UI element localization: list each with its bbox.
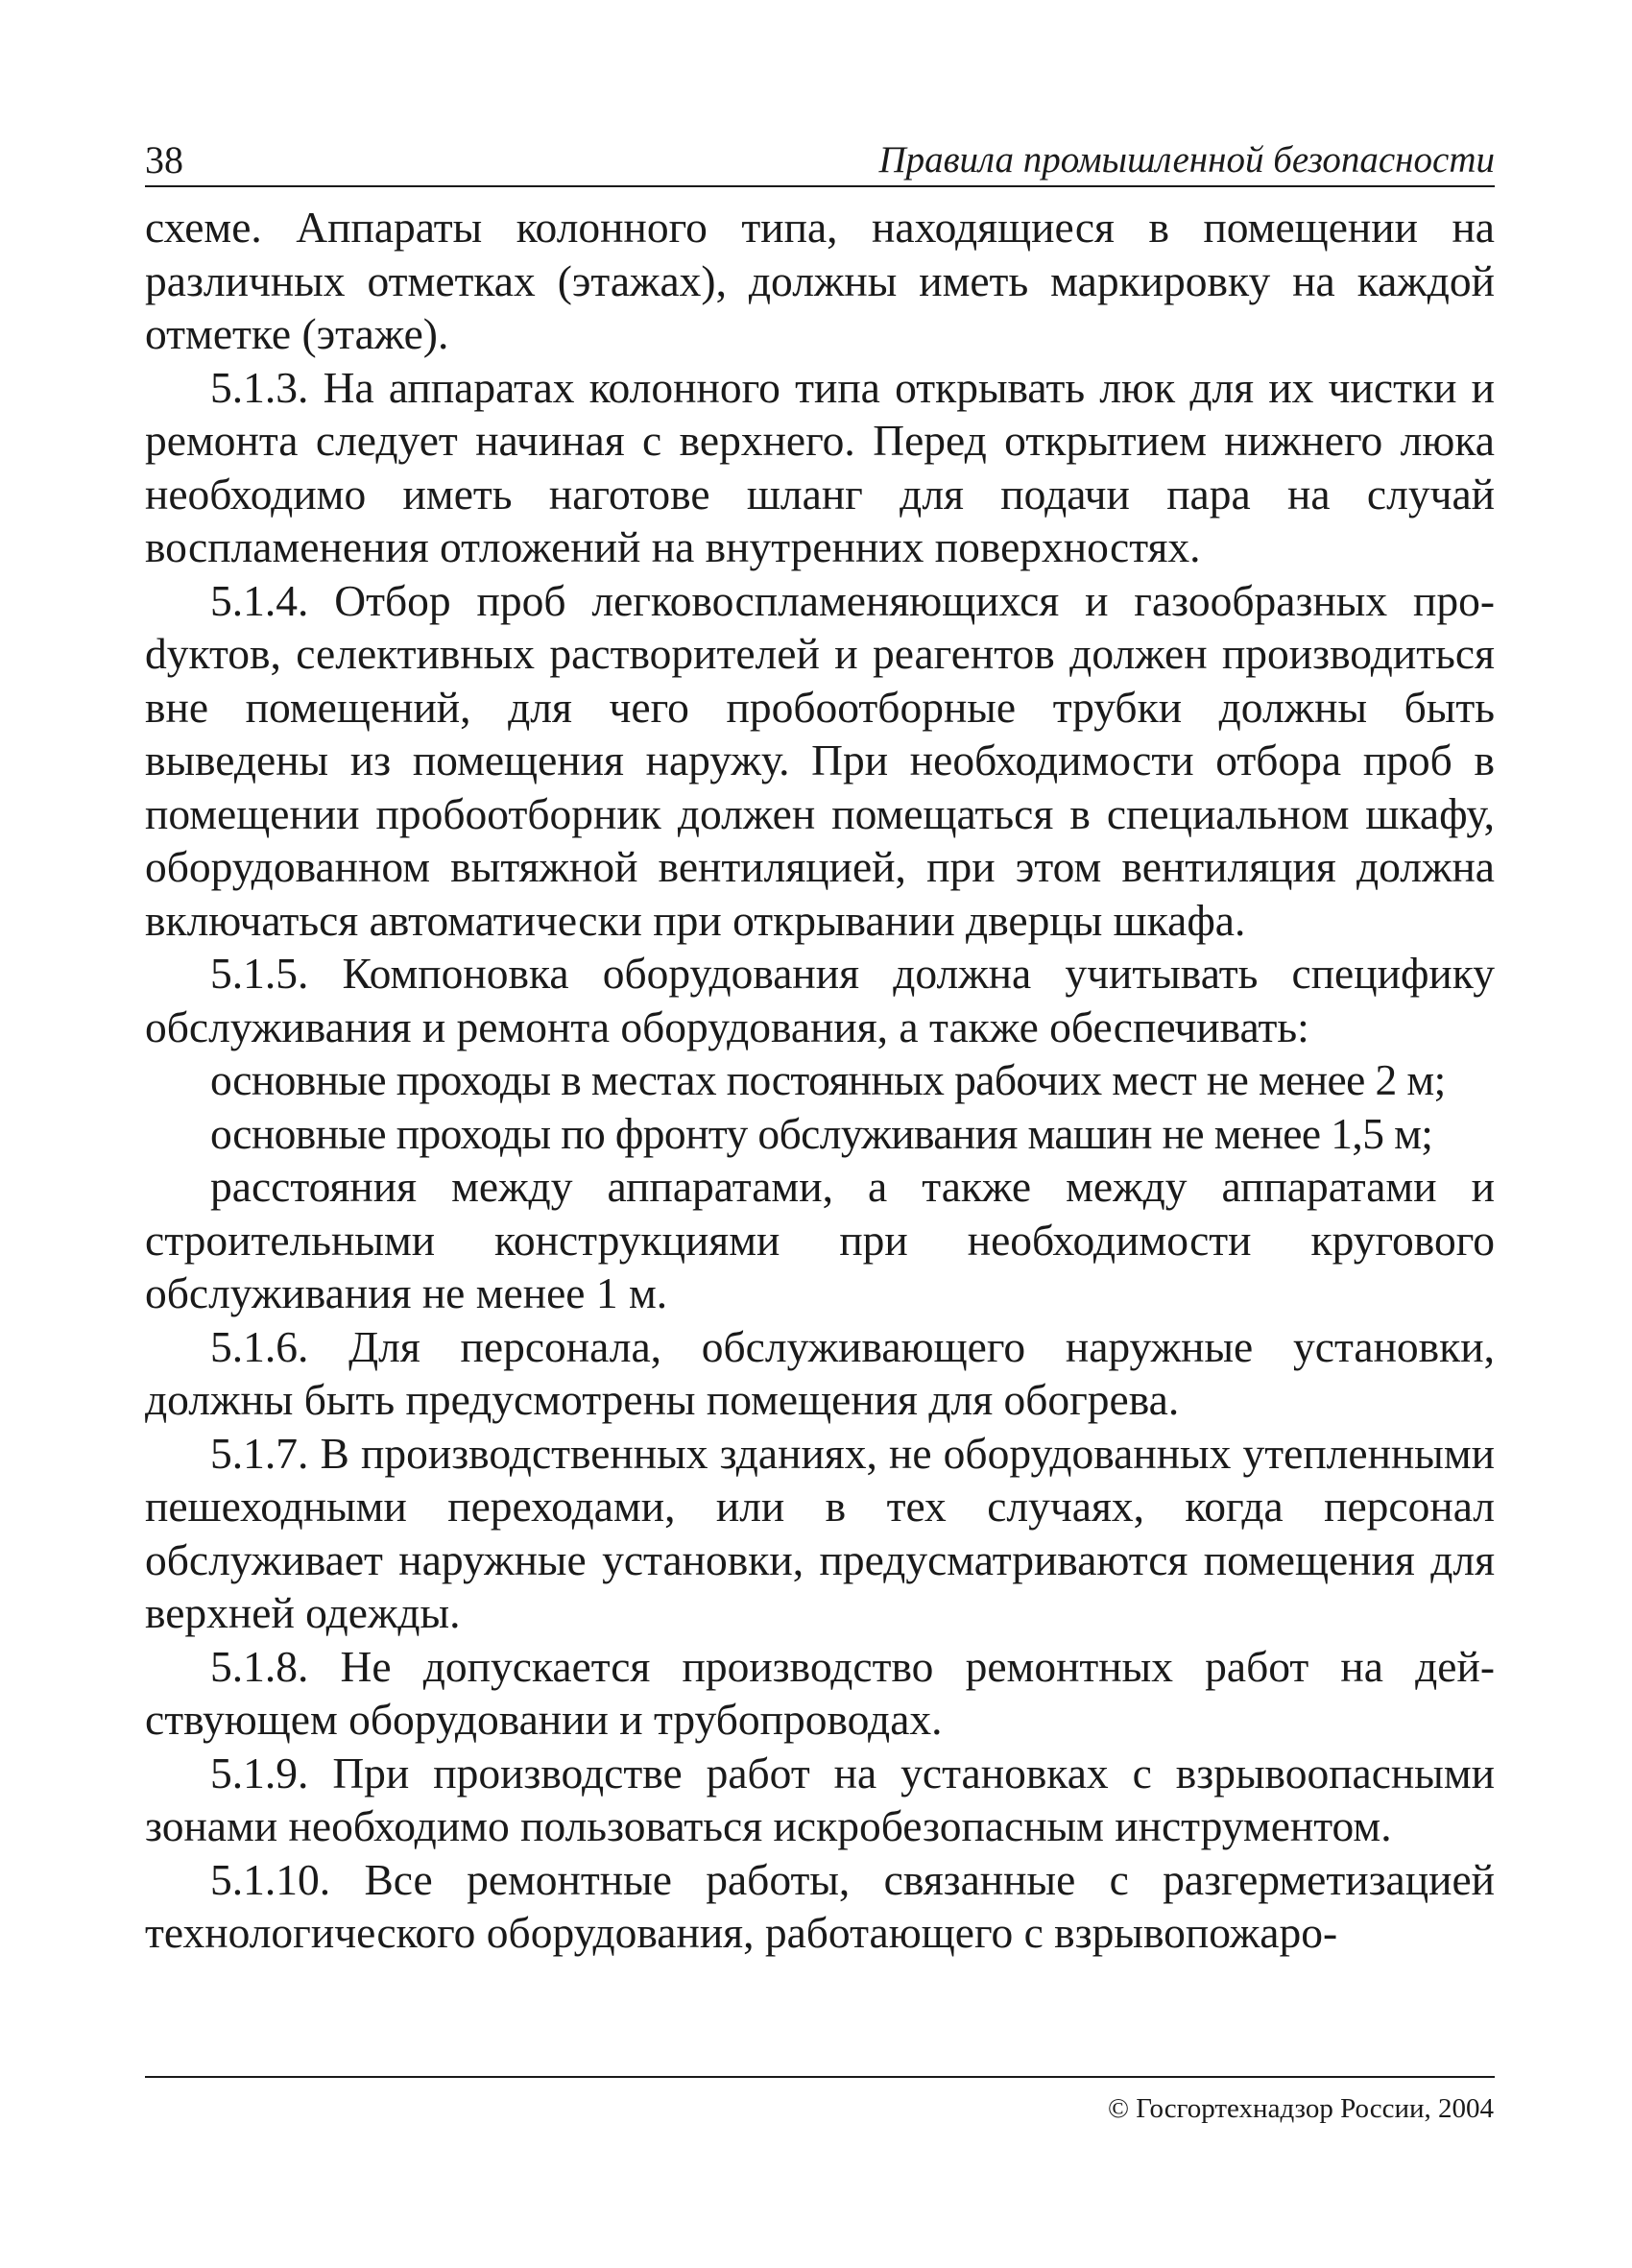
header-rule — [145, 185, 1495, 187]
list-item: основные проходы в местах постоянных рабочих мест не менее 2 м; — [210, 1055, 1446, 1104]
paragraph-5-1-8: 5.1.8. Не допускается производство ремонтных работ на действующем оборудовании и трубопроводах. — [145, 1641, 1495, 1744]
running-title: Правила промышленной безопасности — [878, 139, 1495, 181]
list-item: основные проходы по фронту обслуживания машин не менее 1,5 м; — [210, 1108, 1433, 1158]
body-text — [145, 201, 1495, 1960]
paragraph-5-1-3: 5.1.3. На аппаратах колонного типа открывать люк для их чистки и ремонта следует начиная с верхнего. Перед открытием нижнего люка необходимо иметь наготове шланг для подачи пара на случай воспламенения отложений на внутренних поверхностях. — [145, 362, 1495, 571]
paragraph-continuation: схеме. Аппараты колонного типа, находящиеся в помещении на различных отметках (этажах), должны иметь маркировку на каждой отметке (этаже). — [145, 203, 1495, 358]
running-head — [145, 136, 1495, 184]
page-number: 38 — [145, 138, 183, 181]
list-item: расстояния между аппаратами, а также между аппаратами и строительными конструкциями при необходимости кругового обслуживания не менее 1 м. — [145, 1162, 1495, 1317]
paragraph-5-1-7: 5.1.7. В производственных зданиях, не оборудованных утепленными пешеходными переходами, или в тех случаях, когда персонал обслуживает наружные установки, предусматриваются помещения для верхней одежды. — [145, 1428, 1495, 1637]
paragraph-5-1-6: 5.1.6. Для персонала, обслуживающего наружные установки, должны быть предусмотрены помещения для обогрева. — [145, 1321, 1495, 1424]
paragraph-5-1-9: 5.1.9. При производстве работ на установках с взрывоопасными зонами необходимо пользоваться искробезопасным инструментом. — [145, 1748, 1495, 1850]
paragraph-5-1-10: 5.1.10. Все ремонтные работы, связанные с разгерметизацией технологического оборудования, работающего с взрывопожаро- — [145, 1854, 1495, 1957]
copyright-notice: © Госгортехнадзор России, 2004 — [1108, 2093, 1494, 2124]
footer-rule — [145, 2076, 1495, 2078]
paragraph-5-1-5: 5.1.5. Компоновка оборудования должна учитывать специфику обслуживания и ремонта оборудования, а также обеспечивать: — [145, 949, 1495, 1051]
paragraph-5-1-4: 5.1.4. Отбор проб легковоспламеняющихся и газообразных проdуктов, селективных растворителей и реагентов должен производиться вне помещений, для чего пробоотборные трубки должны быть выведены из помещения наружу. При необходимости отбора проб в помещении пробоотборник должен помещаться в специальном шкафу, оборудованном вытяжной вентиляцией, при этом вентиляция должна включаться автоматически при открывании дверцы шкафа. — [145, 575, 1495, 945]
